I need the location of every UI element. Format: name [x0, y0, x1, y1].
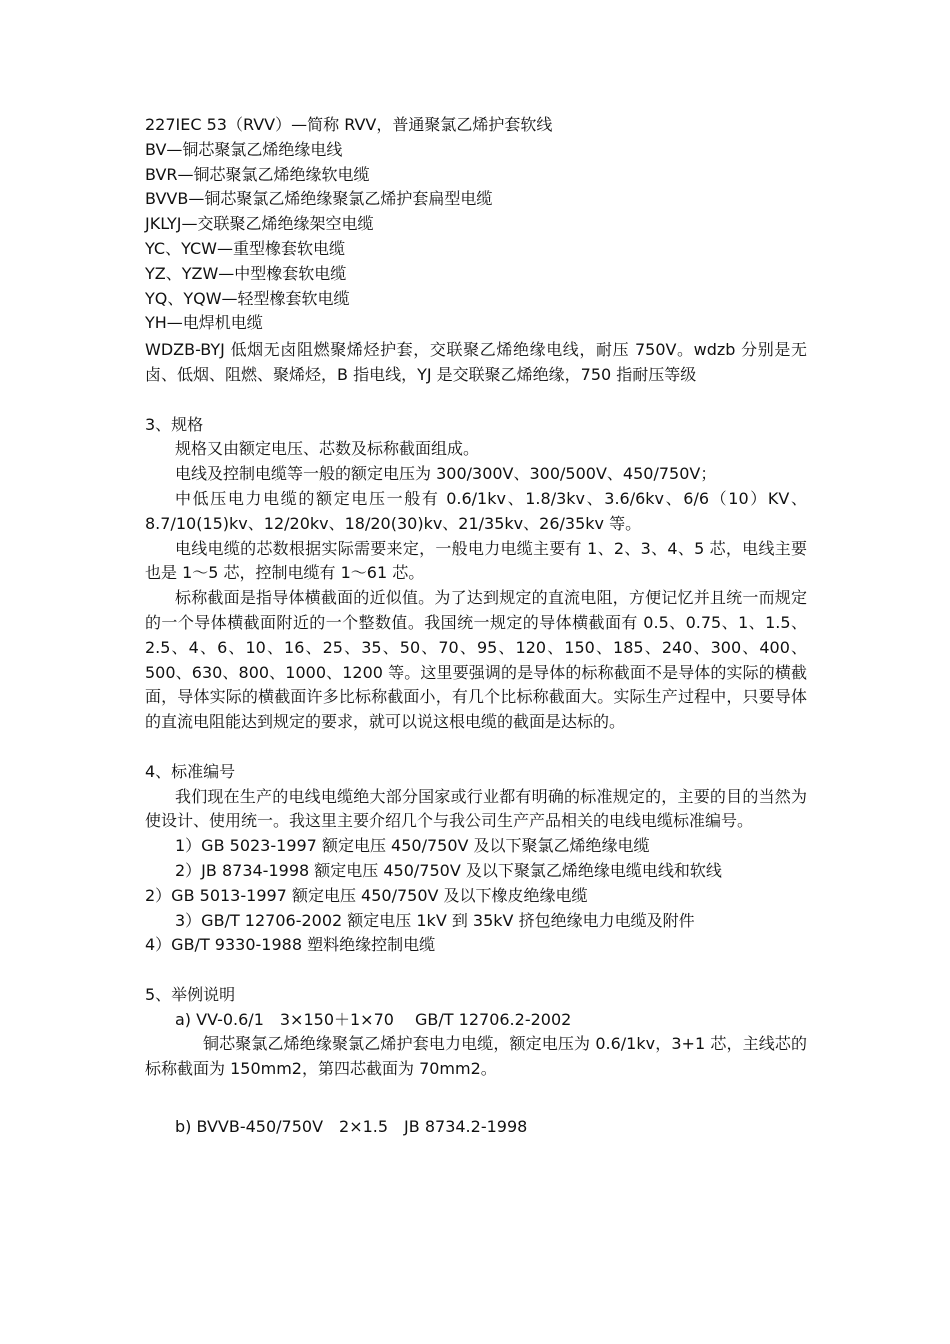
section-heading-examples: 5、举例说明 — [145, 984, 236, 1004]
document-body — [145, 113, 807, 1140]
type-line-jklyj: JKLYJ—交联聚乙烯绝缘架空电缆 — [145, 214, 374, 234]
standard-item-jb8734: 2）JB 8734-1998 额定电压 450/750V 及以下聚氯乙烯绝缘电缆电线和软线 — [175, 860, 722, 880]
example-a-title: a) VV-0.6/1 3×150＋1×70 GB/T 12706.2-2002 — [175, 1009, 572, 1029]
standard-item-gbt12706: 3）GB/T 12706-2002 额定电压 1kV 到 35kV 挤包绝缘电力电缆及附件 — [175, 910, 695, 930]
specs-paragraph-3: 中低压电力电缆的额定电压一般有 0.6/1kv、1.8/3kv、3.6/6kv、6/6（10）KV、8.7/10(15)kv、12/20kv、18/20(30)kv、21/35kv、26/35kv 等。 — [145, 488, 807, 533]
type-line-bv: BV—铜芯聚氯乙烯绝缘电线 — [145, 139, 343, 159]
section-heading-specs: 3、规格 — [145, 414, 204, 434]
type-line-yh: YH—电焊机电缆 — [145, 313, 263, 333]
example-a-description: 铜芯聚氯乙烯绝缘聚氯乙烯护套电力电缆，额定电压为 0.6/1kv，3+1 芯，主线芯的标称截面为 150mm2，第四芯截面为 70mm2。 — [145, 1034, 807, 1079]
type-line-rvv: 227IEC 53（RVV）—简称 RVV，普通聚氯乙烯护套软线 — [145, 115, 553, 134]
type-line-yz: YZ、YZW—中型橡套软电缆 — [145, 263, 347, 283]
type-line-yq: YQ、YQW—轻型橡套软电缆 — [145, 288, 350, 308]
standards-intro: 我们现在生产的电线电缆绝大部分国家或行业都有明确的标准规定的，主要的目的当然为使设计、使用统一。我这里主要介绍几个与我公司生产产品相关的电线电缆标准编号。 — [145, 786, 807, 831]
standard-item-gb5023: 1）GB 5023-1997 额定电压 450/750V 及以下聚氯乙烯绝缘电缆 — [175, 836, 650, 856]
specs-paragraph-5: 标称截面是指导体横截面的近似值。为了达到规定的直流电阻，方便记忆并且统一而规定的一个导体横截面附近的一个整数值。我国统一规定的导体横截面有 0.5、0.75、1、1.5、2.5、4、6、10、16、25、35、50、70、95、120、150、185、240、300、400、500、630、800、1000、1200 等。这里要强调的是导体的标称截面不是导体的实际的横截面，导体实际的横截面许多比标称截面小，有几个比标称截面大。实际生产过程中，只要导体的直流电阻能达到规定的要求，就可以说这根电缆的截面是达标的。 — [145, 588, 807, 732]
type-paragraph-wdzb: WDZB-BYJ 低烟无卤阻燃聚烯烃护套，交联聚乙烯绝缘电线，耐压 750V。wdzb 分别是无卤、低烟、阻燃、聚烯烃，B 指电线，YJ 是交联聚乙烯绝缘，750 指耐压等级 — [145, 340, 807, 384]
type-line-yc: YC、YCW—重型橡套软电缆 — [145, 238, 345, 258]
specs-paragraph-1: 规格又由额定电压、芯数及标称截面组成。 — [175, 439, 480, 459]
type-line-bvvb: BVVB—铜芯聚氯乙烯绝缘聚氯乙烯护套扁型电缆 — [145, 189, 493, 209]
type-line-bvr: BVR—铜芯聚氯乙烯绝缘软电缆 — [145, 164, 370, 184]
example-b-title: b) BVVB-450/750V 2×1.5 JB 8734.2-1998 — [175, 1116, 528, 1136]
section-heading-standards: 4、标准编号 — [145, 761, 236, 781]
specs-paragraph-4: 电线电缆的芯数根据实际需要来定，一般电力电缆主要有 1、2、3、4、5 芯，电线主要也是 1～5 芯，控制电缆有 1～61 芯。 — [145, 538, 807, 583]
standard-item-gbt9330: 4）GB/T 9330-1988 塑料绝缘控制电缆 — [145, 935, 436, 955]
standard-item-gb5013: 2）GB 5013-1997 额定电压 450/750V 及以下橡皮绝缘电缆 — [145, 885, 588, 905]
specs-paragraph-2: 电线及控制电缆等一般的额定电压为 300/300V、300/500V、450/750V； — [175, 464, 717, 484]
